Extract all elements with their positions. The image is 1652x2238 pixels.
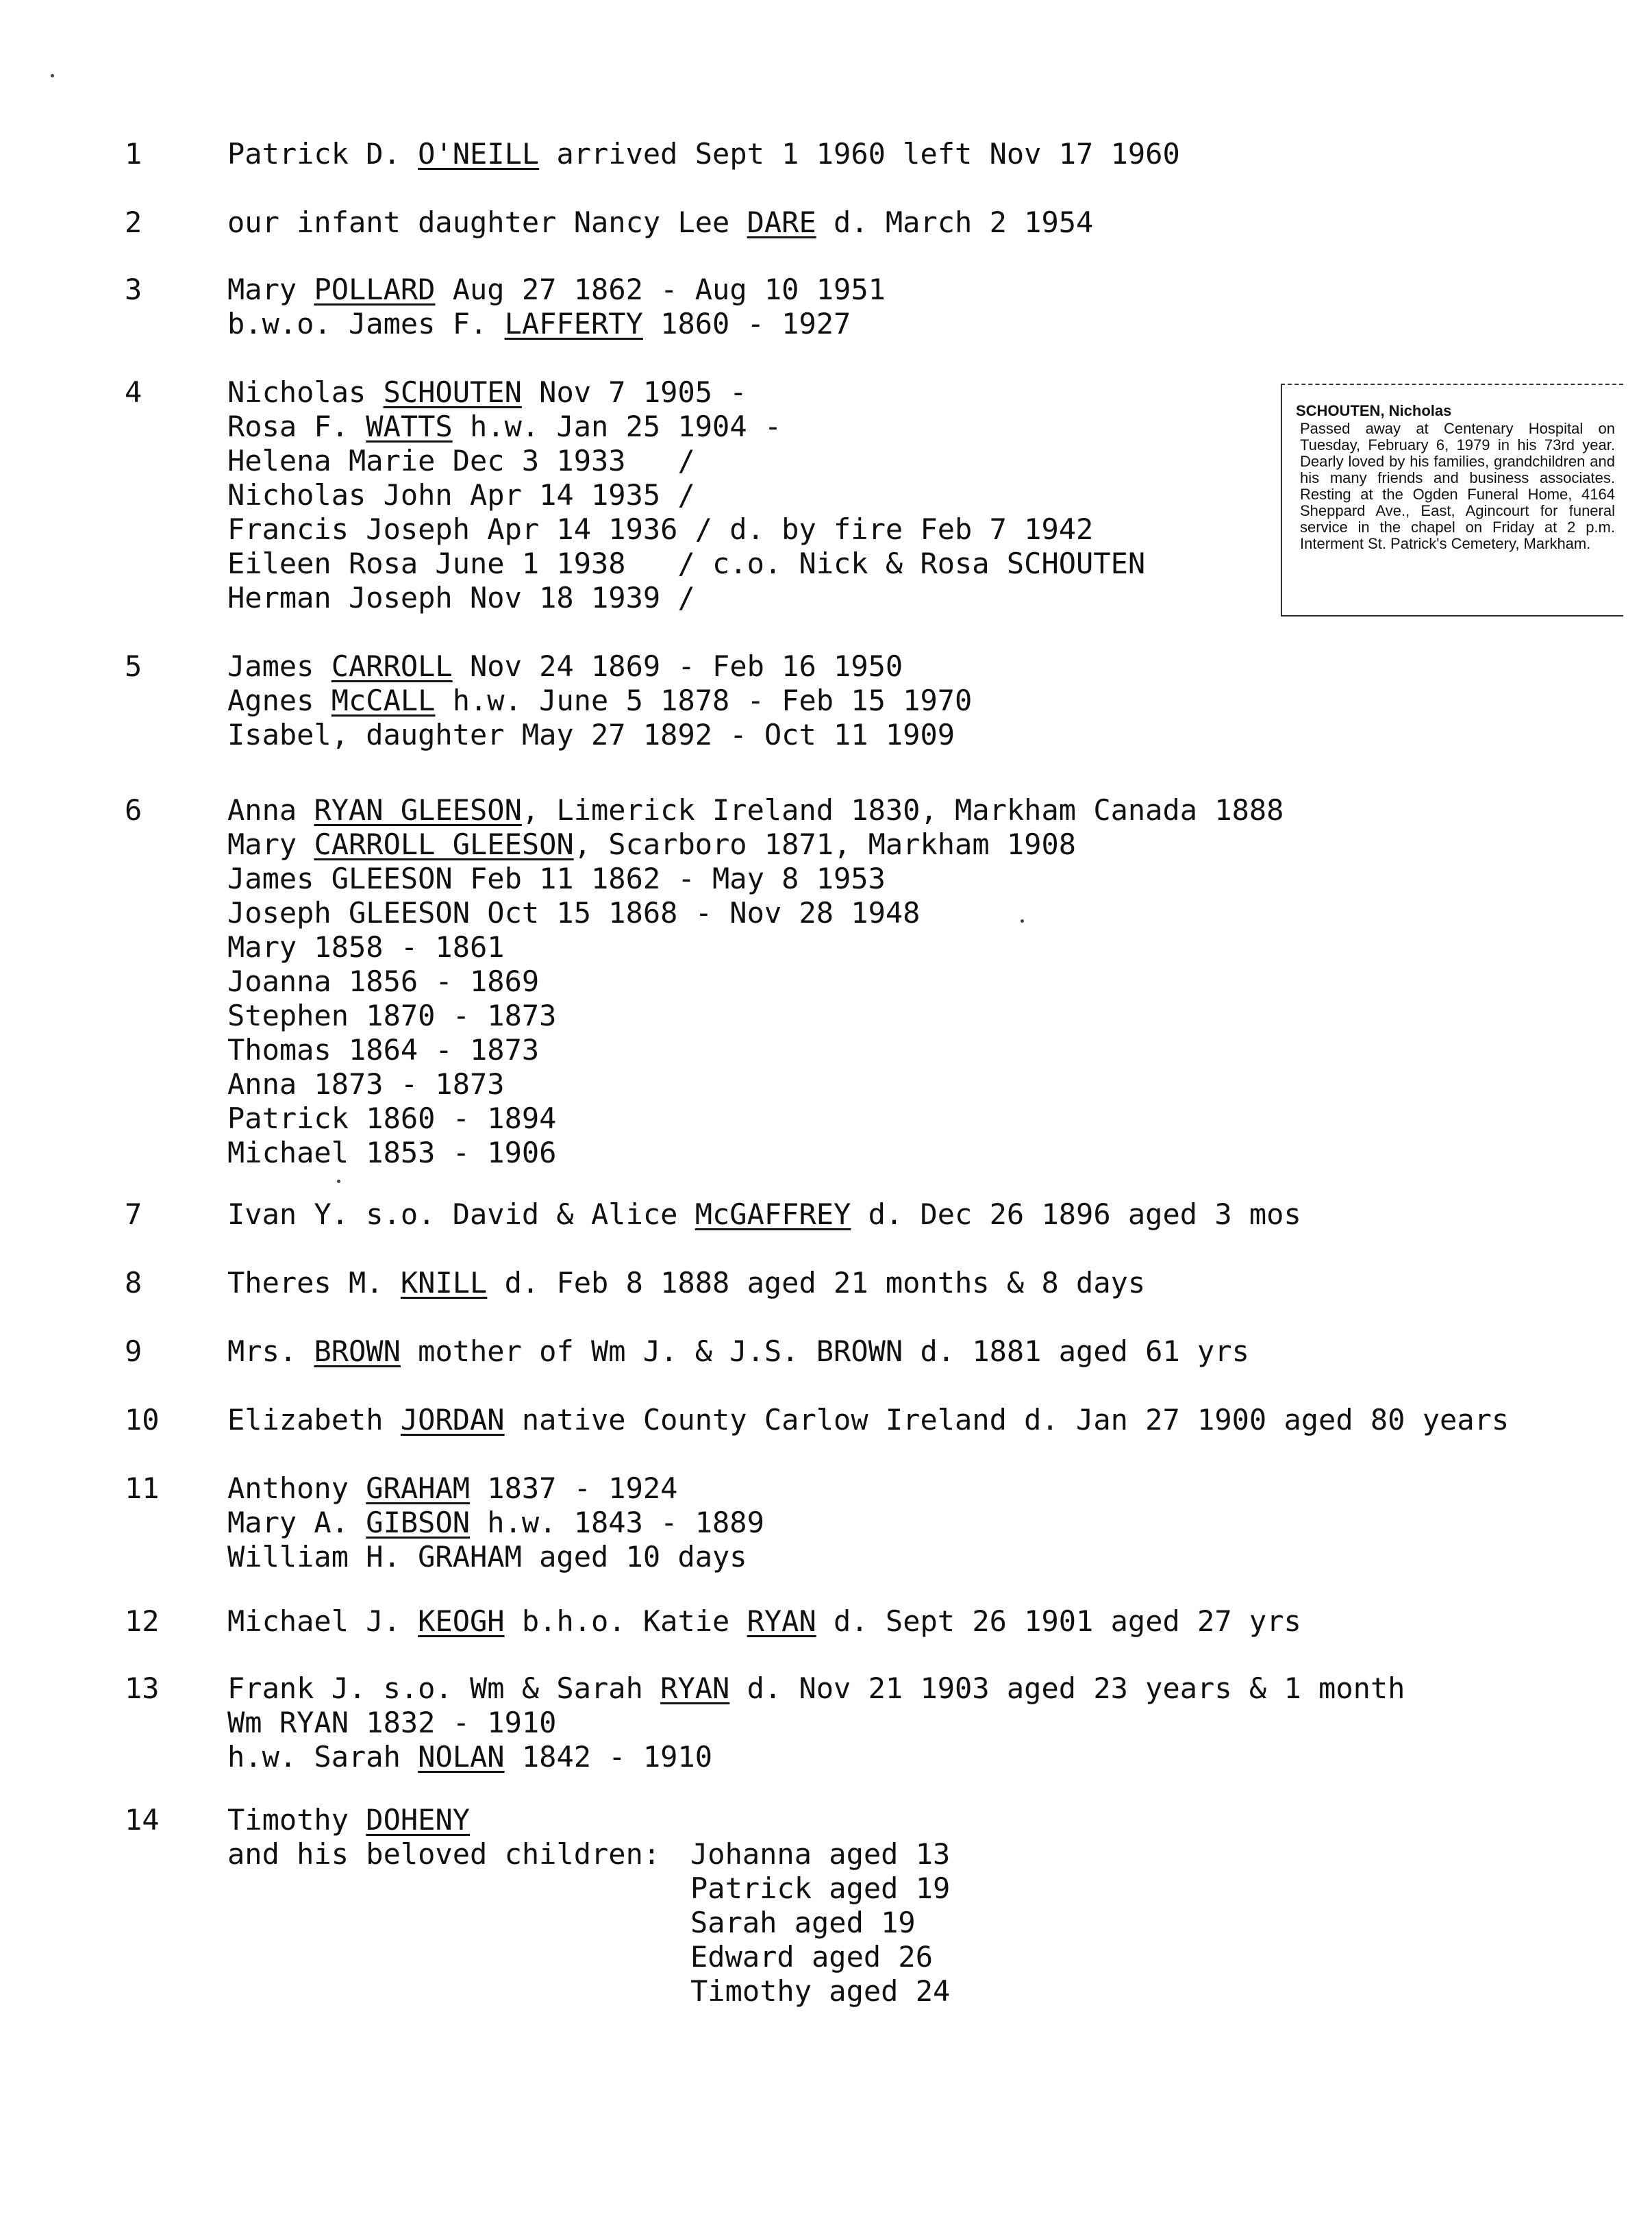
- entry-lines: [227, 137, 1296, 171]
- entry-line: [227, 930, 1296, 965]
- entry-line: [227, 1403, 1510, 1437]
- surname: CARROLL GLEESON: [314, 828, 574, 861]
- text-segment: , Limerick Ireland 1830, Markham Canada 1888: [521, 793, 1284, 827]
- text-segment: Ivan Y. s.o. David & Alice: [227, 1197, 695, 1231]
- child-name: Patrick aged 19: [690, 1872, 951, 1905]
- entry-line: [227, 137, 1296, 171]
- scan-speck: [1021, 919, 1024, 923]
- entry-line: [227, 206, 1296, 240]
- entry-line: [227, 375, 1296, 410]
- entry-line: [227, 1540, 1296, 1574]
- entry-number: 7: [125, 1197, 142, 1231]
- entry-line: [227, 999, 1296, 1033]
- entry-lines: [227, 1403, 1510, 1437]
- text-segment: Agnes: [227, 684, 331, 717]
- text-segment: Isabel, daughter May 27 1892 - Oct 11 1909: [227, 718, 955, 751]
- entry-line: [227, 1471, 1296, 1506]
- text-segment: 1860 - 1927: [642, 307, 851, 340]
- text-segment: Aug 27 1862 - Aug 10 1951: [435, 273, 886, 306]
- child-name: Timothy aged 24: [690, 1974, 951, 2008]
- text-segment: Wm RYAN 1832 - 1910: [227, 1706, 557, 1739]
- entry-line: [227, 444, 1296, 478]
- clipping-heading: SCHOUTEN, Nicholas: [1296, 402, 1452, 419]
- child-name: Edward aged 26: [690, 1940, 934, 1974]
- entry-line: [227, 1740, 1296, 1774]
- entry-line: [227, 1803, 1296, 1837]
- entry-line: [227, 718, 1296, 752]
- text-segment: d. Dec 26 1896 aged 3 mos: [851, 1197, 1301, 1231]
- entry-line: [227, 478, 1296, 512]
- surname: LAFFERTY: [504, 307, 643, 340]
- entry-line: [227, 1706, 1296, 1740]
- text-segment: Michael J.: [227, 1604, 418, 1638]
- text-segment: h.w. Jan 25 1904 -: [452, 410, 782, 443]
- entry-number: 2: [125, 206, 142, 239]
- text-segment: Nicholas: [227, 375, 384, 409]
- surname: McCALL: [331, 684, 436, 717]
- surname: RYAN: [747, 1604, 816, 1638]
- entry-number: 14: [125, 1803, 160, 1837]
- entry-lines: [227, 1604, 1301, 1639]
- text-segment: arrived Sept 1 1960 left Nov 17 1960: [539, 137, 1180, 171]
- entry-line: [227, 1604, 1301, 1639]
- entry-lines: [227, 273, 1296, 341]
- entry-line: [227, 684, 1296, 718]
- text-segment: Patrick 1860 - 1894: [227, 1102, 557, 1135]
- text-segment: Mrs.: [227, 1334, 314, 1368]
- text-segment: Mary: [227, 828, 314, 861]
- text-segment: Herman Joseph Nov 18 1939 /: [227, 581, 695, 614]
- text-segment: Nov 24 1869 - Feb 16 1950: [452, 649, 903, 683]
- child-name: Sarah aged 19: [690, 1906, 916, 1939]
- entry-line: [227, 1033, 1296, 1067]
- entry-lines: [227, 1671, 1405, 1774]
- surname: SCHOUTEN: [383, 375, 522, 409]
- text-segment: h.w. June 5 1878 - Feb 15 1970: [435, 684, 973, 717]
- entry-line: [227, 1197, 1301, 1232]
- text-segment: and his beloved children:: [227, 1837, 661, 1871]
- children-list: [690, 1837, 950, 2009]
- surname: KNILL: [400, 1266, 488, 1300]
- entry-line: [227, 1266, 1296, 1300]
- text-segment: d. March 2 1954: [816, 206, 1094, 239]
- entry-line: [227, 793, 1296, 828]
- scan-speck: [51, 74, 54, 77]
- text-segment: James: [227, 649, 331, 683]
- text-segment: Michael 1853 - 1906: [227, 1136, 557, 1169]
- text-segment: Mary 1858 - 1861: [227, 930, 505, 964]
- text-segment: Helena Marie Dec 3 1933 /: [227, 444, 695, 477]
- text-segment: 1837 - 1924: [470, 1471, 678, 1505]
- text-segment: b.w.o. James F.: [227, 307, 505, 340]
- surname: CARROLL: [331, 649, 453, 683]
- surname: McGAFFREY: [694, 1197, 851, 1231]
- entry-line: [227, 307, 1296, 341]
- surname: RYAN: [660, 1671, 730, 1705]
- text-segment: native County Carlow Ireland d. Jan 27 1900 aged 80 years: [504, 1403, 1510, 1437]
- text-segment: Francis Joseph Apr 14 1936 / d. by fire Feb 7 1942: [227, 512, 1094, 546]
- text-segment: Nov 7 1905 -: [521, 375, 747, 409]
- text-segment: Theres M.: [227, 1266, 401, 1300]
- scan-speck: [337, 1180, 340, 1183]
- text-segment: Rosa F.: [227, 410, 366, 443]
- text-segment: Frank J. s.o. Wm & Sarah: [227, 1671, 661, 1705]
- entry-number: 6: [125, 793, 142, 827]
- entry-line: [227, 410, 1296, 444]
- entry-number: 11: [125, 1471, 160, 1505]
- entry-number: 8: [125, 1266, 142, 1300]
- entry-line: [227, 828, 1296, 862]
- entry-line: [227, 547, 1296, 581]
- text-segment: Patrick D.: [227, 137, 418, 171]
- entry-lines: [227, 1266, 1296, 1300]
- entry-line: [227, 1671, 1405, 1706]
- child-name: Johanna aged 13: [690, 1837, 951, 1871]
- entry-line: [227, 273, 1296, 307]
- text-segment: d. Feb 8 1888 aged 21 months & 8 days: [487, 1266, 1146, 1300]
- entry-number: 1: [125, 137, 142, 171]
- text-segment: Anthony: [227, 1471, 366, 1505]
- entry-number: 12: [125, 1604, 160, 1638]
- entry-lines: [227, 793, 1296, 1170]
- text-segment: Thomas 1864 - 1873: [227, 1033, 540, 1067]
- surname: NOLAN: [418, 1740, 505, 1774]
- entry-line: [227, 649, 1296, 684]
- entry-number: 10: [125, 1403, 160, 1437]
- text-segment: Nicholas John Apr 14 1935 /: [227, 478, 695, 512]
- surname: POLLARD: [314, 273, 436, 306]
- text-segment: our infant daughter Nancy Lee: [227, 206, 747, 239]
- text-segment: Timothy: [227, 1803, 366, 1837]
- entry-line: [227, 581, 1296, 615]
- text-segment: mother of Wm J. & J.S. BROWN d. 1881 aged 61 yrs: [400, 1334, 1249, 1368]
- entry-lines: [227, 1334, 1296, 1369]
- entry-number: 9: [125, 1334, 142, 1368]
- text-segment: , Scarboro 1871, Markham 1908: [573, 828, 1077, 861]
- entry-lines: [227, 1197, 1301, 1232]
- surname: RYAN GLEESON: [314, 793, 522, 827]
- clipping-text: Passed away at Centenary Hospital on Tuesday, February 6, 1979 in his 73rd year. Dearly loved by his families, grandchildren and his many friends and business associates. Resting at the Ogden Funeral Home, 4164 Sheppard Ave., East, Agincourt for funeral service in the chapel on Friday at 2 p.m. Interment St. Patrick's Cemetery, Markham.: [1300, 420, 1615, 552]
- text-segment: Elizabeth: [227, 1403, 401, 1437]
- entry-number: 3: [125, 273, 142, 306]
- entry-number: 4: [125, 375, 142, 409]
- surname: DOHENY: [366, 1803, 471, 1837]
- text-segment: Joanna 1856 - 1869: [227, 965, 540, 998]
- surname: KEOGH: [418, 1604, 505, 1638]
- clipping-border-top: [1281, 384, 1623, 385]
- text-segment: h.w. 1843 - 1889: [470, 1506, 764, 1539]
- clipping-border-bottom: [1281, 615, 1623, 617]
- clipping-border-left: [1281, 384, 1282, 617]
- entry-lines: [227, 649, 1296, 752]
- text-segment: James GLEESON Feb 11 1862 - May 8 1953: [227, 862, 886, 895]
- text-segment: Mary A.: [227, 1506, 366, 1539]
- surname: O'NEILL: [418, 137, 540, 171]
- entry-line: [227, 1102, 1296, 1136]
- text-segment: Eileen Rosa June 1 1938 / c.o. Nick & Rosa SCHOUTEN: [227, 547, 1146, 580]
- text-segment: Stephen 1870 - 1873: [227, 999, 557, 1032]
- entry-lines: [227, 375, 1296, 615]
- text-segment: William H. GRAHAM aged 10 days: [227, 1540, 747, 1574]
- surname: GRAHAM: [366, 1471, 471, 1505]
- text-segment: Anna 1873 - 1873: [227, 1067, 505, 1101]
- entry-line: [227, 1067, 1296, 1102]
- text-segment: Joseph GLEESON Oct 15 1868 - Nov 28 1948: [227, 896, 921, 930]
- entry-line: [227, 896, 1296, 930]
- entry-lines: [227, 206, 1296, 240]
- entry-line: [227, 512, 1296, 547]
- text-segment: b.h.o. Katie: [504, 1604, 747, 1638]
- text-segment: Mary: [227, 273, 314, 306]
- entry-line: [227, 1334, 1296, 1369]
- text-segment: d. Sept 26 1901 aged 27 yrs: [816, 1604, 1301, 1638]
- surname: DARE: [747, 206, 816, 239]
- text-segment: h.w. Sarah: [227, 1740, 418, 1774]
- text-segment: Anna: [227, 793, 314, 827]
- entry-number: 5: [125, 649, 142, 683]
- surname: WATTS: [366, 410, 453, 443]
- entry-line: [227, 1136, 1296, 1170]
- entry-line: [227, 1506, 1296, 1540]
- entry-lines: [227, 1471, 1296, 1574]
- entry-line: [227, 965, 1296, 999]
- surname: GIBSON: [366, 1506, 471, 1539]
- entry-line: [227, 862, 1296, 896]
- text-segment: 1842 - 1910: [504, 1740, 713, 1774]
- newspaper-clipping: [1281, 384, 1623, 617]
- surname: JORDAN: [400, 1403, 505, 1437]
- text-segment: d. Nov 21 1903 aged 23 years & 1 month: [729, 1671, 1405, 1705]
- surname: BROWN: [314, 1334, 401, 1368]
- entry-number: 13: [125, 1671, 160, 1705]
